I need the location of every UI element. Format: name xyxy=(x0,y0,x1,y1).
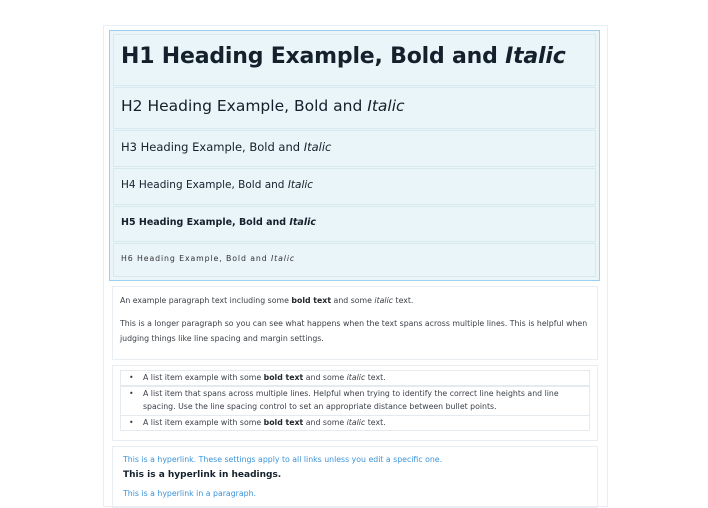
p1-italic: italic xyxy=(374,296,394,305)
style-preview-page xyxy=(103,25,608,507)
li3-pre: A list item example with some xyxy=(143,418,264,427)
heading-h2[interactable] xyxy=(113,87,596,129)
h4-italic: Italic xyxy=(287,179,314,191)
heading-h4[interactable] xyxy=(113,168,596,205)
paragraph-1 xyxy=(120,293,591,308)
p1-post: text. xyxy=(393,296,414,305)
li1-bold: bold text xyxy=(263,373,304,382)
h1-italic: Italic xyxy=(505,44,566,69)
links-block[interactable] xyxy=(112,446,598,508)
li2-text: A list item that spans across multiple lines. Helpful when trying to identify the correct line heights and line spacing. Use the line spacing control to set an appropriate distance between bullet points. xyxy=(143,389,559,411)
h5-text: H5 Heading Example, Bold and xyxy=(121,217,290,228)
list-item xyxy=(120,386,590,416)
heading-h1[interactable] xyxy=(113,34,596,86)
heading-h6[interactable] xyxy=(113,243,596,277)
h3-italic: Italic xyxy=(303,140,332,154)
p1-mid: and some xyxy=(331,296,375,305)
h6-text: H6 Heading Example, Bold and xyxy=(121,254,271,263)
heading-h5[interactable] xyxy=(113,206,596,242)
li1-italic: italic xyxy=(346,373,366,382)
li3-italic: italic xyxy=(346,418,366,427)
paragraphs-block[interactable] xyxy=(112,286,598,360)
h4-text: H4 Heading Example, Bold and xyxy=(121,179,288,191)
h2-italic: Italic xyxy=(367,97,405,115)
h2-text: H2 Heading Example, Bold and xyxy=(121,97,368,115)
p1-pre: An example paragraph text including some xyxy=(120,296,292,305)
heading-h3[interactable] xyxy=(113,130,596,167)
list-item xyxy=(120,415,590,431)
bullet-icon: • xyxy=(129,418,134,427)
h6-italic: Italic xyxy=(270,254,296,263)
li3-mid: and some xyxy=(303,418,347,427)
hyperlink-general[interactable]: This is a hyperlink. These settings apply to all links unless you edit a specific one. xyxy=(123,455,443,464)
li3-bold: bold text xyxy=(263,418,304,427)
list-item xyxy=(120,370,590,386)
list-block[interactable] xyxy=(112,365,598,441)
h3-text: H3 Heading Example, Bold and xyxy=(121,140,304,154)
h1-text: H1 Heading Example, Bold and xyxy=(121,44,506,69)
p1-bold: bold text xyxy=(291,296,332,305)
li3-post: text. xyxy=(365,418,386,427)
paragraph-2: This is a longer paragraph so you can see what happens when the text spans across multiple lines. This is helpful when judging things like line spacing and margin settings. xyxy=(120,319,588,343)
li1-pre: A list item example with some xyxy=(143,373,264,382)
bullet-icon: • xyxy=(129,389,134,398)
hyperlink-paragraph[interactable]: This is a hyperlink in a paragraph. xyxy=(123,489,257,498)
li1-post: text. xyxy=(365,373,386,382)
bullet-icon: • xyxy=(129,373,134,382)
h5-italic: Italic xyxy=(289,217,316,228)
headings-block[interactable] xyxy=(109,30,600,281)
hyperlink-heading[interactable]: This is a hyperlink in headings. xyxy=(123,470,282,480)
li1-mid: and some xyxy=(303,373,347,382)
